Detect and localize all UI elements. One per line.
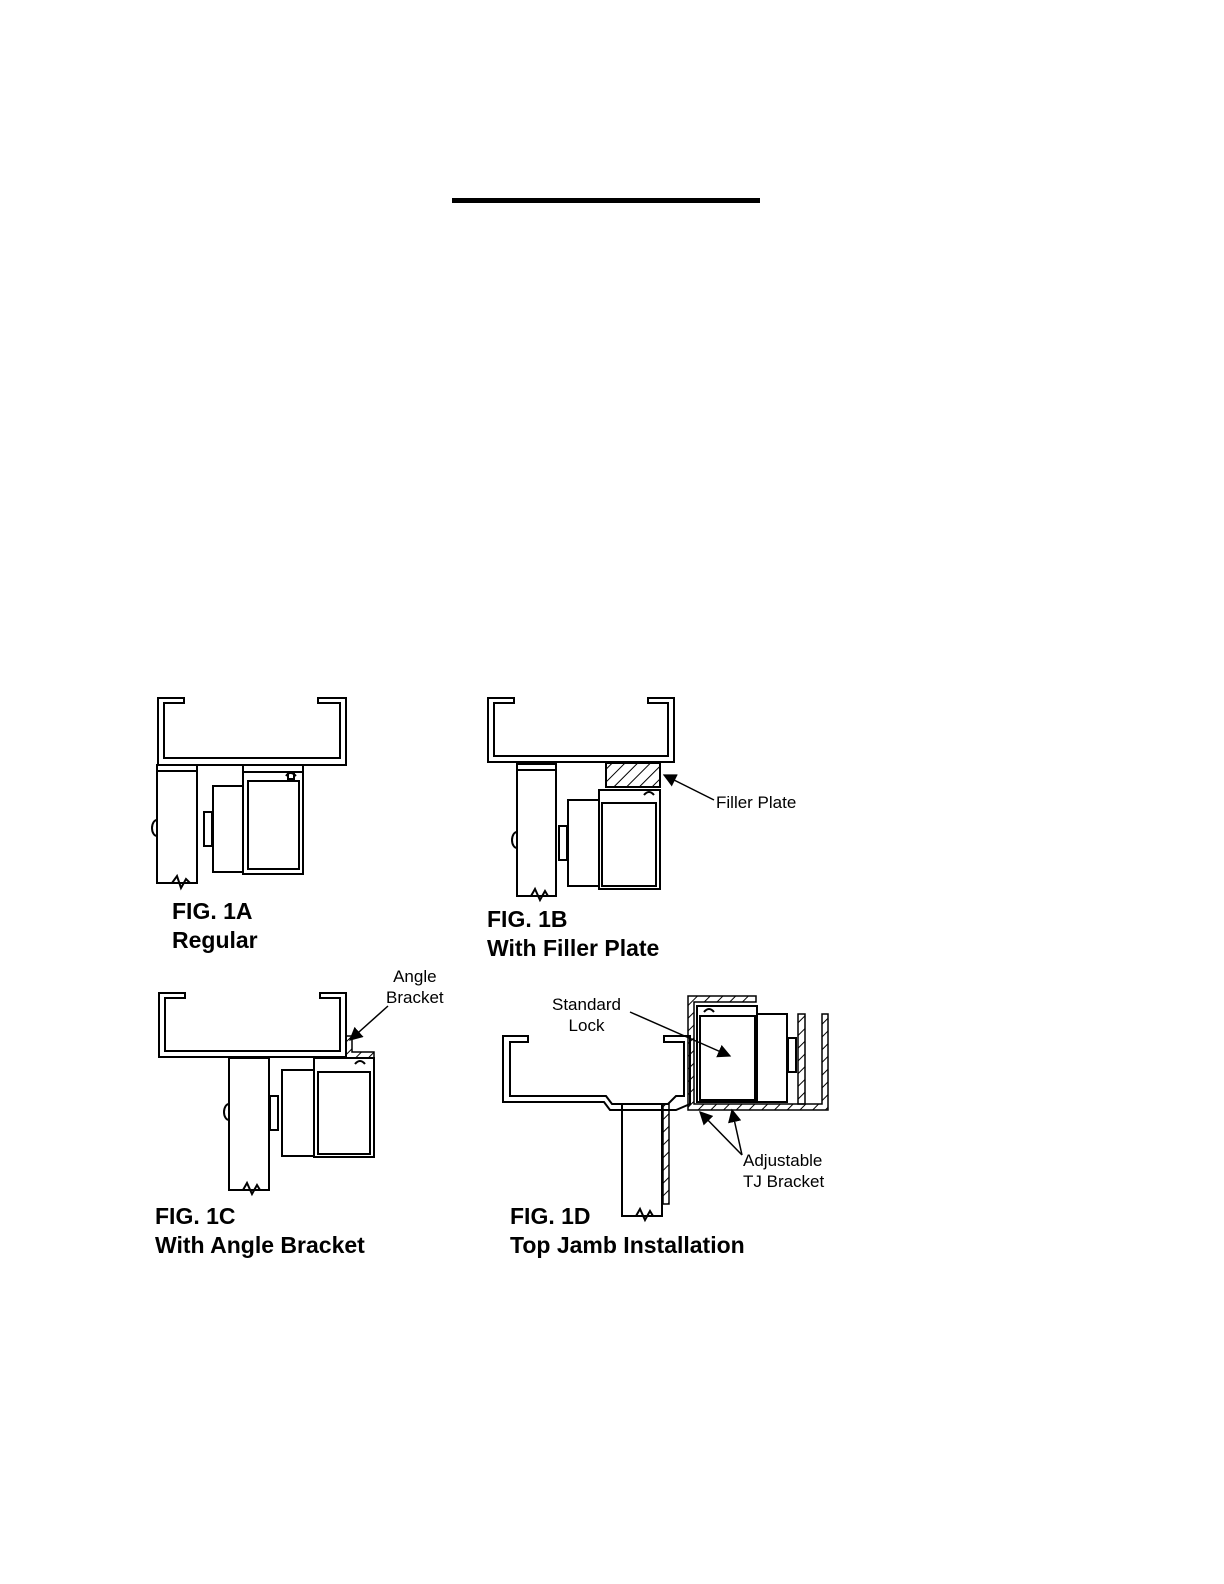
fig-1b-title: With Filler Plate (487, 935, 660, 961)
standard-lock-label (552, 994, 621, 1036)
fig-1a-number: FIG. 1A (172, 898, 253, 924)
angle-bracket-text-2: Bracket (386, 988, 444, 1007)
tj-bracket-label (743, 1150, 824, 1192)
fig-1b-caption (487, 905, 659, 963)
fig-1d-number: FIG. 1D (510, 1203, 591, 1229)
fig-1a-title: Regular (172, 927, 258, 953)
door-break (531, 889, 548, 900)
angle-bracket-label (386, 966, 444, 1008)
filler-plate-text: Filler Plate (716, 793, 797, 812)
filler-plate-label (716, 792, 796, 813)
title-underline (452, 198, 760, 203)
fig-1d-title: Top Jamb Installation (510, 1232, 745, 1258)
fig-1d-leaders (620, 1005, 840, 1165)
fig-1c-number: FIG. 1C (155, 1203, 236, 1229)
filler-plate (606, 763, 660, 787)
fig-1c-title: With Angle Bracket (155, 1232, 365, 1258)
frame-channel (158, 698, 346, 765)
door-plate (270, 1096, 278, 1130)
door-panel (229, 1058, 269, 1190)
angle-bracket-text-1: Angle (393, 967, 437, 986)
magnetic-lock (599, 790, 660, 889)
fig-1c-caption (155, 1202, 365, 1260)
door-panel (157, 765, 197, 883)
frame-channel (159, 993, 346, 1057)
standard-lock-text-2: Lock (568, 1016, 605, 1035)
door-panel (517, 764, 556, 896)
armature (213, 786, 243, 872)
fig-1a-caption (172, 897, 258, 955)
magnetic-lock (243, 772, 303, 874)
door-break (243, 1183, 260, 1194)
door-plate (204, 812, 212, 846)
figure-1a-drawing (140, 690, 370, 900)
fig-1b-number: FIG. 1B (487, 906, 568, 932)
tj-bracket-text-1: Adjustable (743, 1151, 823, 1170)
door-plate (559, 826, 567, 860)
armature (282, 1070, 314, 1156)
armature (568, 800, 599, 886)
standard-lock-text-1: Standard (552, 995, 621, 1014)
frame-channel (488, 698, 674, 762)
tj-bracket-text-2: TJ Bracket (743, 1172, 825, 1191)
filler-plate-leader (660, 770, 720, 810)
fig-1d-caption (510, 1202, 745, 1260)
